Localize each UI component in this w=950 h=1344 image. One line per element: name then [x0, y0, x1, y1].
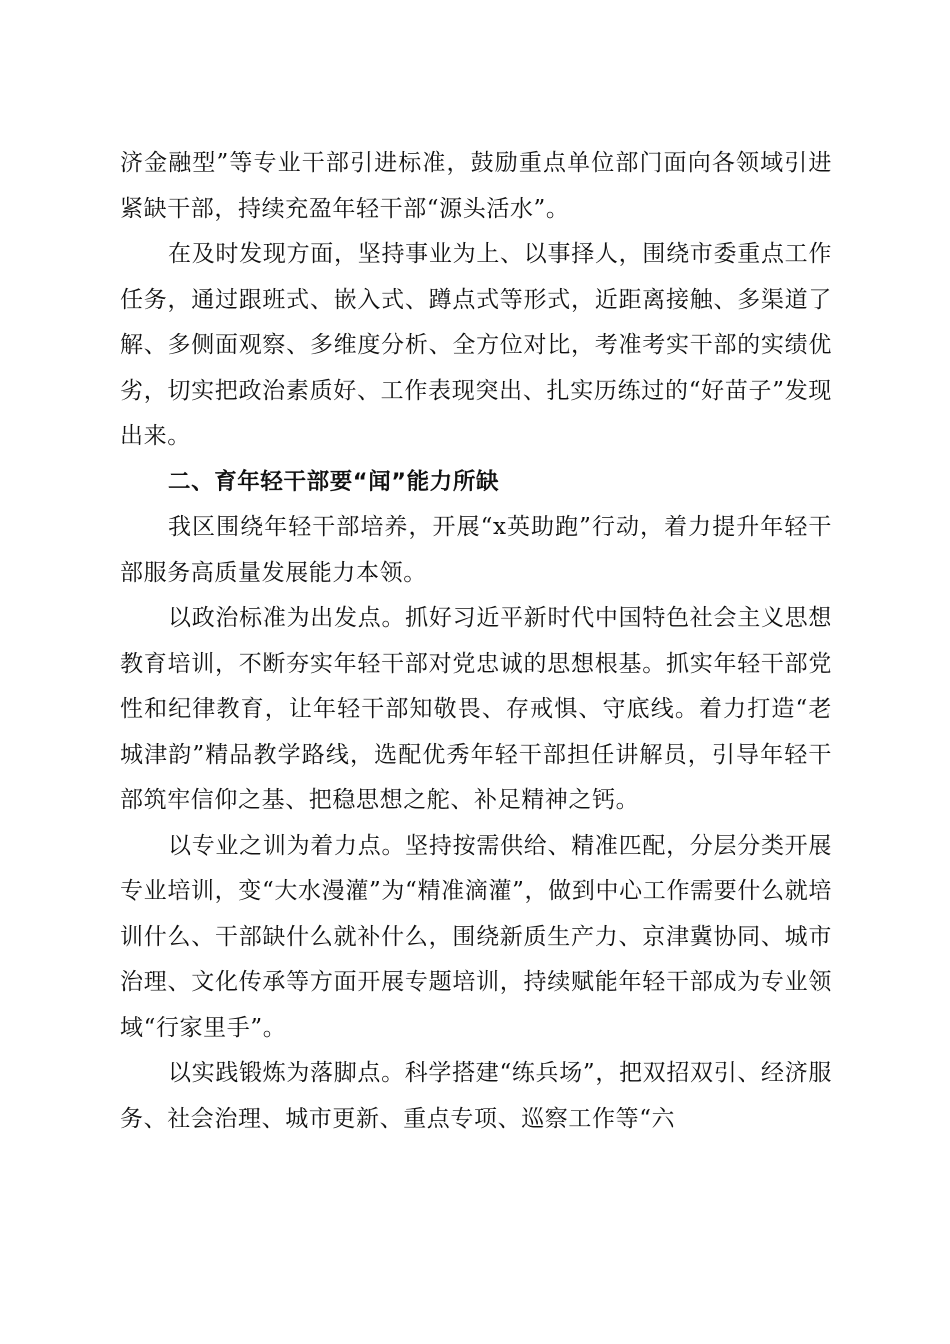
paragraph-political-standard: 以政治标准为出发点。抓好习近平新时代中国特色社会主义思想教育培训，不断夯实年轻干部对党忠诚的思想根基。抓实年轻干部党性和纪律教育，让年轻干部知敬畏、存戒惧、守底线。着力打造“老城津韵”精品教学路线，选配优秀年轻干部担任讲解员，引导年轻干部筑牢信仰之基、把稳思想之舵、补足精神之钙。: [120, 605, 832, 813]
paragraph-training-intro: 我区围绕年轻干部培养，开展“x英助跑”行动，着力提升年轻干部服务高质量发展能力本领。: [120, 514, 832, 586]
section-heading-2: 二、育年轻干部要“闻”能力所缺: [168, 468, 500, 495]
paragraph-continuation: 济金融型”等专业干部引进标准，鼓励重点单位部门面向各领域引进紧缺干部，持续充盈年轻干部“源头活水”。: [120, 150, 832, 222]
document-body: [120, 141, 832, 1142]
paragraph-professional-training: 以专业之训为着力点。坚持按需供给、精准匹配，分层分类开展专业培训，变“大水漫灌”为“精准滴灌”，做到中心工作需要什么就培训什么、干部缺什么就补什么，围绕新质生产力、京津冀协同、城市治理、文化传承等方面开展专题培训，持续赋能年轻干部成为专业领域“行家里手”。: [120, 832, 832, 1041]
paragraph-timely-discovery: 在及时发现方面，坚持事业为上、以事择人，围绕市委重点工作任务，通过跟班式、嵌入式、蹲点式等形式，近距离接触、多渠道了解、多侧面观察、多维度分析、全方位对比，考准考实干部的实绩优劣，切实把政治素质好、工作表现突出、扎实历练过的“好苗子”发现出来。: [120, 241, 832, 449]
paragraph-practice-training: 以实践锻炼为落脚点。科学搭建“练兵场”，把双招双引、经济服务、社会治理、城市更新、重点专项、巡察工作等“六: [120, 1060, 832, 1132]
